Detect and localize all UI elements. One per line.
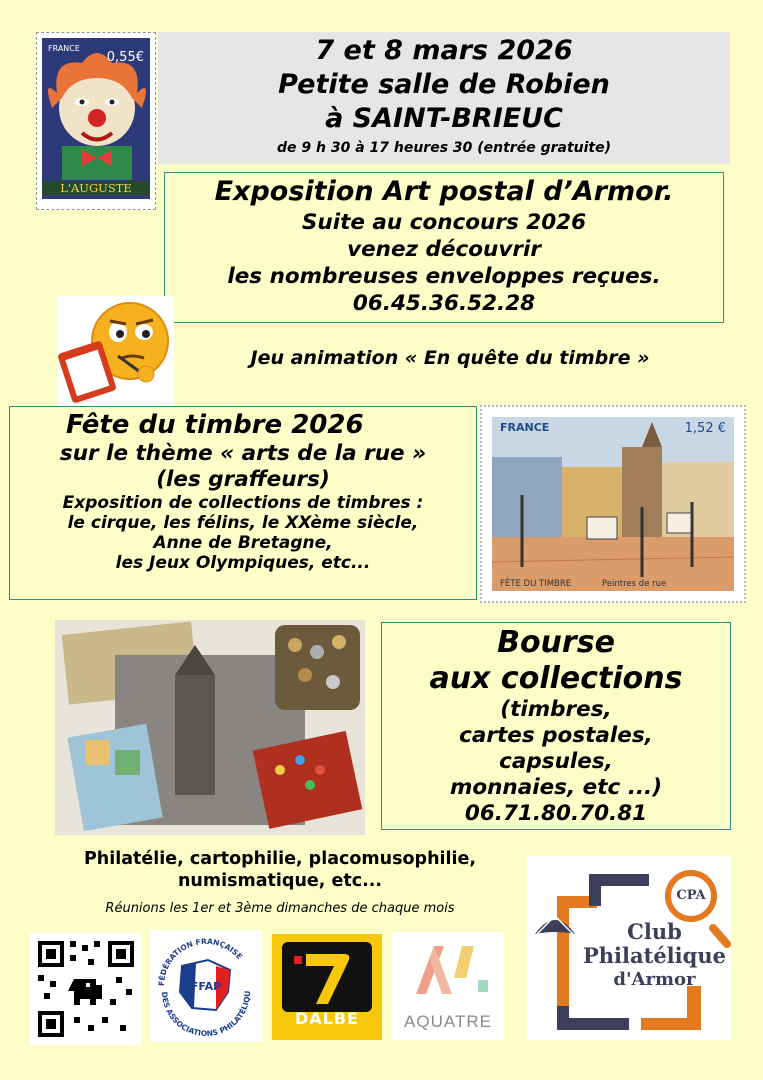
- event-city: à SAINT-BRIEUC: [325, 103, 563, 134]
- disciplines-text: [30, 848, 530, 892]
- stamp-caption: FÊTE DU TIMBRE: [500, 579, 572, 589]
- event-header: [158, 32, 730, 164]
- fete-line: Exposition de collections de timbres :: [62, 493, 424, 513]
- fete-line: le cirque, les félins, le XXème siècle,: [67, 513, 419, 533]
- disciplines-line: numismatique, etc...: [177, 871, 383, 891]
- exposition-title: Exposition Art postal d’Armor.: [214, 176, 674, 207]
- event-hours: de 9 h 30 à 17 heures 30 (entrée gratuite): [276, 140, 611, 156]
- fete-theme-sub: (les graffeurs): [156, 467, 330, 492]
- bourse-title: Bourse: [497, 625, 615, 660]
- collections-photo: [55, 620, 365, 835]
- dalbe-logo: [272, 934, 382, 1040]
- event-venue: Petite salle de Robien: [278, 69, 610, 100]
- aquatre-logo: [392, 932, 504, 1040]
- stamp-country: FRANCE: [48, 44, 80, 53]
- exposition-box: [164, 172, 724, 323]
- thinking-emoji-icon: [58, 296, 174, 406]
- disciplines-line: Philatélie, cartophilie, placomusophilie,: [83, 849, 477, 869]
- event-dates: 7 et 8 mars 2026: [315, 35, 573, 66]
- exposition-line: les nombreuses enveloppes reçues.: [227, 264, 661, 289]
- fete-title: Fête du timbre 2026: [66, 410, 364, 440]
- ffap-logo: [150, 930, 262, 1042]
- exposition-phone: 06.45.36.52.28: [352, 291, 536, 316]
- exposition-line: Suite au concours 2026: [301, 210, 587, 235]
- bourse-line: capsules,: [499, 749, 613, 774]
- club-philatelique-logo: [527, 856, 731, 1040]
- bourse-line: (timbres,: [500, 697, 612, 722]
- fete-theme: sur le thème « arts de la rue »: [59, 441, 427, 466]
- cpa-badge: CPA: [665, 870, 717, 922]
- fete-timbre-stamp-image: [480, 405, 746, 603]
- jeu-animation: Jeu animation « En quête du timbre »: [250, 347, 650, 369]
- bourse-line: cartes postales,: [459, 723, 653, 748]
- club-name-line: Philatélique: [583, 943, 726, 968]
- exposition-line: venez découvrir: [347, 237, 541, 262]
- stamp-value: 1,52 €: [684, 421, 726, 436]
- bourse-line: monnaies, etc ...): [449, 775, 663, 800]
- meetings-text: Réunions les 1er et 3ème dimanches de chaque mois: [105, 901, 455, 916]
- stamp-value: 0,55€: [106, 50, 144, 65]
- clown-stamp-image: [36, 32, 156, 210]
- qr-code-icon[interactable]: [30, 933, 142, 1045]
- club-name-line: Club: [627, 919, 682, 944]
- bourse-title-sub: aux collections: [429, 661, 683, 696]
- club-name: [583, 920, 726, 992]
- fete-box: [9, 406, 477, 600]
- fete-line: les Jeux Olympiques, etc...: [115, 553, 371, 573]
- bourse-box: [381, 622, 731, 830]
- aquatre-label: AQUATRE: [404, 1012, 492, 1031]
- dalbe-label: DALBE: [295, 1009, 359, 1028]
- stamp-country: FRANCE: [500, 421, 550, 434]
- svg-text:FÉDÉRATION FRANÇAISE: FÉDÉRATION FRANÇAISE: [156, 936, 245, 987]
- stamp-name: L'AUGUSTE: [42, 181, 150, 195]
- svg-text:DES ASSOCIATIONS PHILATÉLIQUES: DES ASSOCIATIONS PHILATÉLIQU: [159, 990, 253, 1039]
- stamp-subcaption: Peintres de rue: [602, 579, 667, 589]
- bourse-phone: 06.71.80.70.81: [464, 801, 648, 826]
- svg-text:FFAP: FFAP: [190, 980, 222, 993]
- club-name-line: d'Armor: [613, 969, 696, 990]
- fete-line: Anne de Bretagne,: [153, 533, 333, 553]
